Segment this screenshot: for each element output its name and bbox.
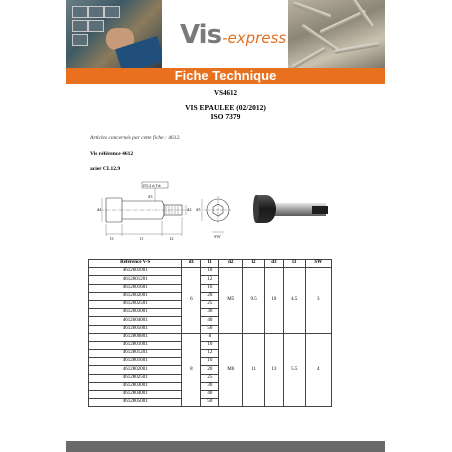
l1-cell: 25 <box>201 300 219 308</box>
render-thread <box>312 206 328 214</box>
d1-cell: 8 <box>182 333 201 407</box>
product-reference-title: VS4612 <box>214 89 237 97</box>
l1-cell: 16 <box>201 284 219 292</box>
reference-cell: 4612803001 <box>89 382 182 390</box>
reference-cell: 4612603001 <box>89 309 182 317</box>
l3-cell: 5.5 <box>283 333 305 407</box>
dimensions-table <box>88 259 332 407</box>
screws-photo <box>288 0 385 68</box>
l1-cell: 10 <box>201 268 219 276</box>
column-header: d2 <box>219 260 243 268</box>
sw-cell: 4 <box>305 333 331 407</box>
articles-intro: Articles concernés par cette fiche : 4612. <box>90 135 181 141</box>
l1-cell: 25 <box>201 374 219 382</box>
screw-shape <box>334 42 380 54</box>
workshop-photo <box>66 0 162 68</box>
label-sw: SW <box>214 234 221 239</box>
l2-cell: 9.5 <box>243 268 265 334</box>
tool-tray-cell <box>72 6 88 18</box>
l1-cell: 30 <box>201 382 219 390</box>
reference-cell: 4612802501 <box>89 374 182 382</box>
table-header-row <box>89 260 332 268</box>
d1-cell: 6 <box>182 268 201 334</box>
technical-drawing <box>88 178 328 244</box>
column-header: l3 <box>283 260 305 268</box>
label-l1: l1 <box>140 236 144 241</box>
reference-cell: 4612602501 <box>89 300 182 308</box>
l1-cell: 12 <box>201 276 219 284</box>
screw-3d-render <box>253 195 328 223</box>
screw-shape <box>292 47 327 68</box>
label-d3-end: d3 <box>196 207 201 212</box>
reference-cell: 4612801601 <box>89 358 182 366</box>
label-d1: d1 <box>97 207 102 212</box>
l1-cell: 50 <box>201 399 219 407</box>
d2-cell: M6 <box>219 333 243 407</box>
label-d3: d3 <box>148 194 153 199</box>
column-header: d1 <box>182 260 201 268</box>
reference-cell: 4612601601 <box>89 284 182 292</box>
label-d2: d2 <box>187 207 192 212</box>
reference-cell: 4612601201 <box>89 276 182 284</box>
product-standard: ISO 7379 <box>210 112 241 121</box>
table-row <box>89 268 332 276</box>
screw-reference: Vis référence 4612 <box>90 151 134 157</box>
tool-tray-cell <box>88 6 104 18</box>
tool-tray-cell <box>72 34 88 46</box>
label-tolerance: Ø 0.4 ⊘ T⊕ <box>143 183 161 188</box>
tool-tray-cell <box>72 20 88 32</box>
reference-cell: 4612804001 <box>89 391 182 399</box>
l1-cell: 40 <box>201 317 219 325</box>
reference-cell: 4612801001 <box>89 341 182 349</box>
l1-cell: 8 <box>201 333 219 341</box>
product-name: VIS EPAULEE (02/2012) <box>185 103 266 112</box>
reference-cell: 4612604001 <box>89 317 182 325</box>
reference-cell: 4612801201 <box>89 350 182 358</box>
sw-cell: 3 <box>305 268 331 334</box>
l3-cell: 4.5 <box>283 268 305 334</box>
column-header: d3 <box>264 260 283 268</box>
l1-cell: 20 <box>201 292 219 300</box>
reference-cell: 4612802001 <box>89 366 182 374</box>
label-l3: l3 <box>110 236 114 241</box>
column-header: Référence V-S <box>89 260 182 268</box>
d3-cell: 13 <box>264 333 283 407</box>
tool-tray-cell <box>104 6 120 18</box>
logo-brand: Vis <box>180 20 222 50</box>
d2-cell: M5 <box>219 268 243 334</box>
l1-cell: 30 <box>201 309 219 317</box>
product-name-block <box>66 103 385 121</box>
table-body <box>89 268 332 407</box>
l1-cell: 50 <box>201 325 219 333</box>
l1-cell: 12 <box>201 350 219 358</box>
reference-cell: 4612805001 <box>89 399 182 407</box>
column-header: SW <box>305 260 331 268</box>
l1-cell: 40 <box>201 391 219 399</box>
reference-cell: 4612800801 <box>89 333 182 341</box>
column-header: l1 <box>201 260 219 268</box>
l1-cell: 10 <box>201 341 219 349</box>
label-l2: l2 <box>170 236 174 241</box>
logo-suffix: -express <box>222 29 287 47</box>
l2-cell: 11 <box>243 333 265 407</box>
vis-express-logo <box>180 18 286 50</box>
l1-cell: 16 <box>201 358 219 366</box>
material-grade: acier CL12.9 <box>90 166 121 172</box>
tool-tray-cell <box>88 20 104 32</box>
screw-shape <box>293 1 332 18</box>
header-banner <box>66 0 385 68</box>
footer-bar <box>66 441 385 452</box>
technical-sheet <box>66 0 385 452</box>
l1-cell: 20 <box>201 366 219 374</box>
d3-cell: 10 <box>264 268 283 334</box>
reference-cell: 4612601001 <box>89 268 182 276</box>
reference-cell: 4612602001 <box>89 292 182 300</box>
reference-cell: 4612605001 <box>89 325 182 333</box>
column-header: l2 <box>243 260 265 268</box>
table-row <box>89 333 332 341</box>
sheet-title-bar: Fiche Technique <box>66 68 385 84</box>
